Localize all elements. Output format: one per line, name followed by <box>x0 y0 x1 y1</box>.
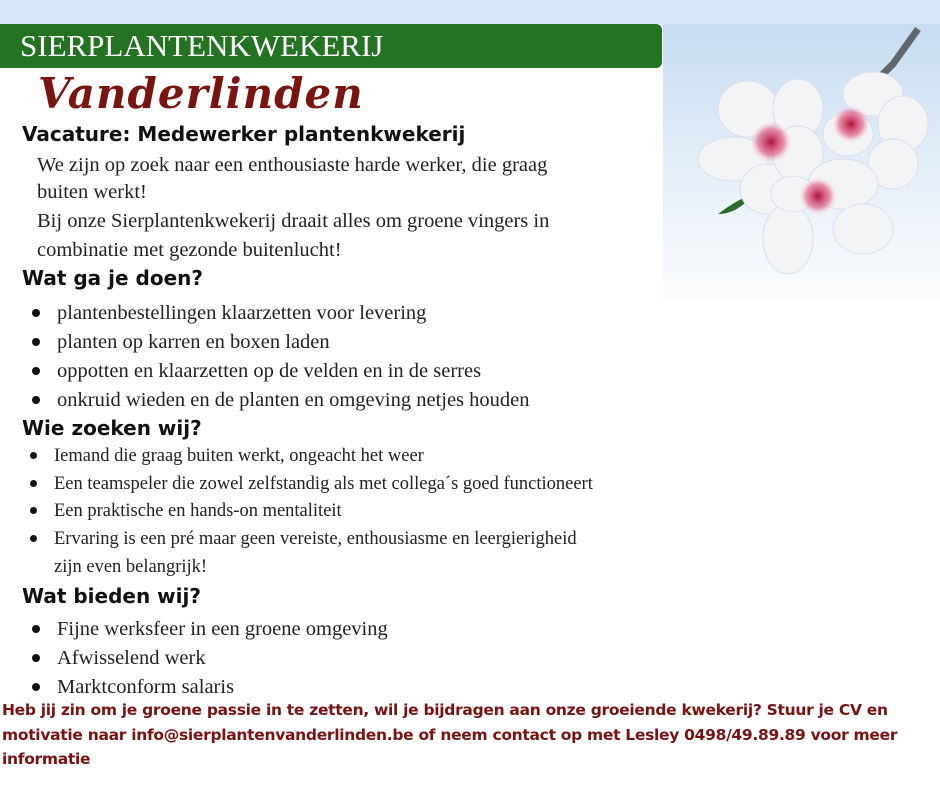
contact-call-to-action: Heb jij zin om je groene passie in te zetten, wil je bijdragen aan onze groeiende kwekerij? Stuur je CV en motivatie naar info@sierplantenvanderlinden.be of neem contact op met Lesley 0498/49.89.89 voor meer informatie <box>2 701 898 768</box>
top-band <box>0 0 940 24</box>
bullet-icon <box>32 338 40 346</box>
banner-title: SIERPLANTENKWEKERIJ <box>20 28 384 63</box>
bullet-icon <box>32 654 40 662</box>
list-item-continuation: zijn even belangrijk! <box>54 557 208 577</box>
brand-name: Vanderlinden <box>38 69 364 118</box>
list-item: plantenbestellingen klaarzetten voor levering <box>57 302 427 324</box>
intro-line: Bij onze Sierplantenkwekerij draait alles om groene vingers in <box>37 210 550 232</box>
list-item: Ervaring is een pré maar geen vereiste, enthousiasme en leergierigheid <box>54 529 577 549</box>
list-item: Een teamspeler die zowel zelfstandig als met collega´s goed functioneert <box>54 474 593 494</box>
bullet-icon <box>32 683 40 691</box>
bullet-icon <box>32 625 40 633</box>
blossom-photo-icon <box>663 24 940 301</box>
bullet-icon <box>30 507 37 514</box>
list-item: planten op karren en boxen laden <box>57 331 330 353</box>
list-item: oppotten en klaarzetten op de velden en in de serres <box>57 360 482 382</box>
intro-line: combinatie met gezonde buitenlucht! <box>37 239 342 261</box>
bullet-icon <box>32 367 40 375</box>
bullet-icon <box>32 396 40 404</box>
list-item: Iemand die graag buiten werkt, ongeacht het weer <box>54 446 424 466</box>
intro-line: buiten werkt! <box>37 181 147 203</box>
bullet-icon <box>30 535 37 542</box>
bullet-icon <box>32 309 40 317</box>
list-item: Afwisselend werk <box>57 647 206 669</box>
tasks-heading: Wat ga je doen? <box>22 266 203 290</box>
vacancy-title: Vacature: Medewerker plantenkwekerij <box>22 122 466 146</box>
offer-heading: Wat bieden wij? <box>22 584 201 608</box>
list-item: Marktconform salaris <box>57 676 235 698</box>
profile-heading: Wie zoeken wij? <box>22 416 202 440</box>
list-item: onkruid wieden en de planten en omgeving netjes houden <box>57 389 530 411</box>
bullet-icon <box>30 480 37 487</box>
intro-line: We zijn op zoek naar een enthousiaste harde werker, die graag <box>37 154 548 176</box>
bullet-icon <box>30 452 37 459</box>
list-item: Een praktische en hands-on mentaliteit <box>54 501 342 521</box>
list-item: Fijne werksfeer in een groene omgeving <box>57 618 388 640</box>
